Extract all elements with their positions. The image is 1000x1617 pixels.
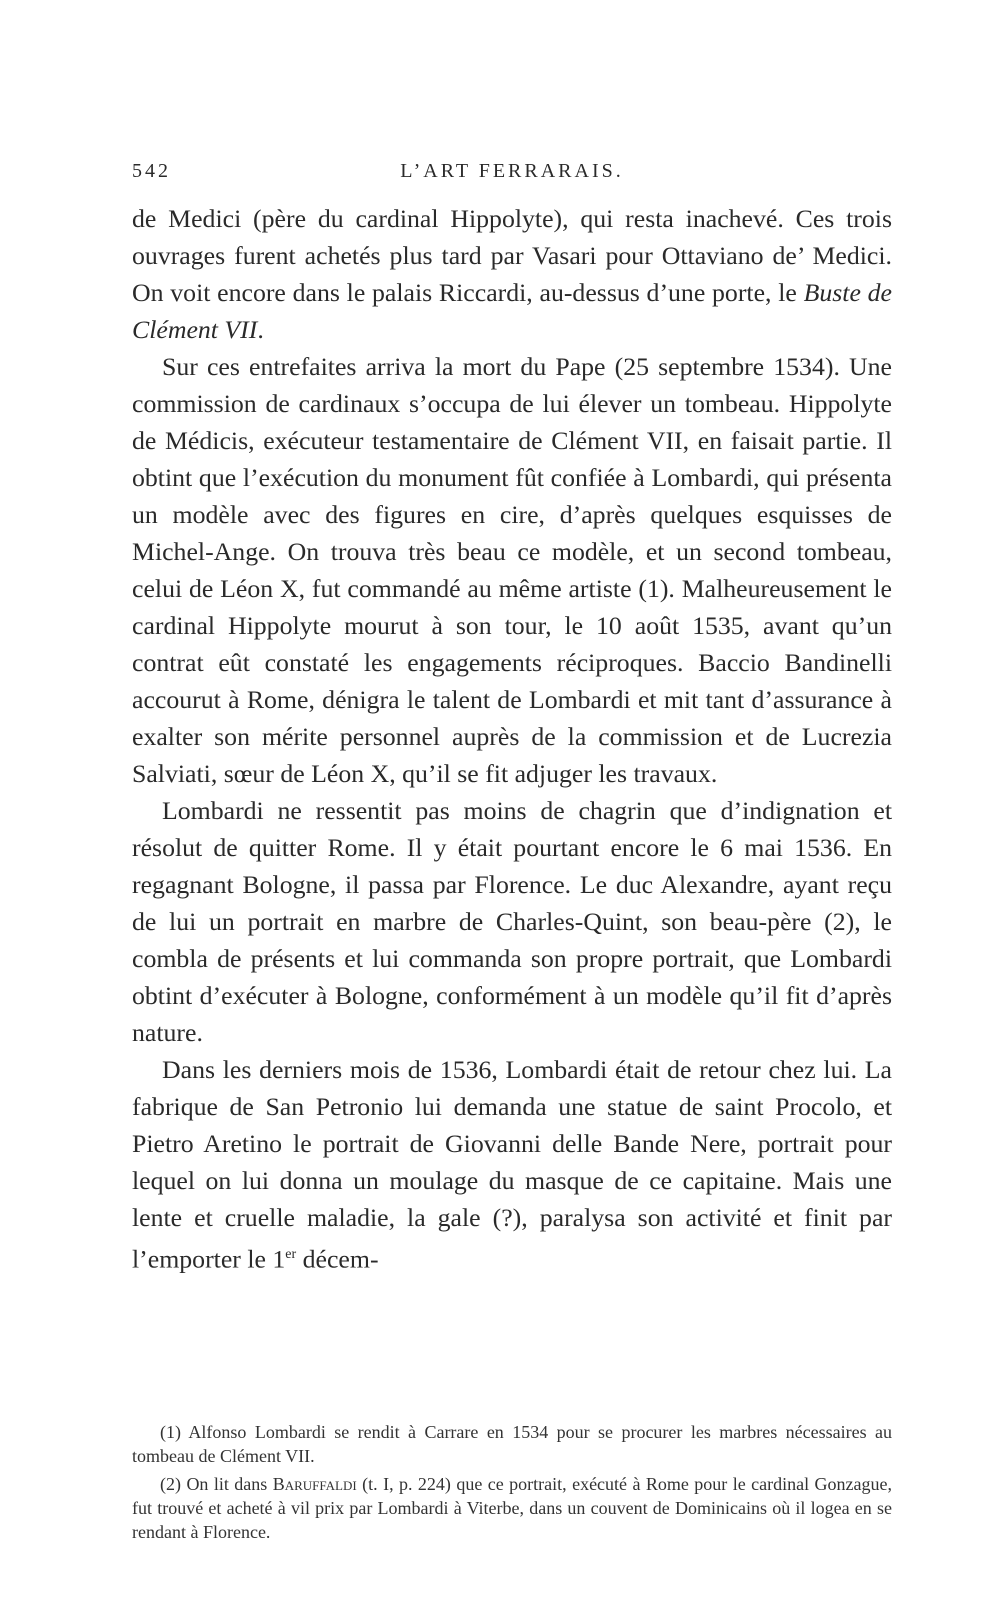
footnote-2-mark: (2) <box>160 1474 181 1494</box>
paragraph-1-italic: Buste de Clément VII <box>132 278 892 344</box>
page-number: 542 <box>132 160 171 182</box>
paragraph-4 <box>132 1051 892 1278</box>
footnotes <box>132 1420 892 1548</box>
footnote-2-post: (t. I, p. 224) que ce portrait, exécuté à Rome pour le cardinal Gonzague, fut trouvé et acheté à vil prix par Lombardi à Viterbe, dans un couvent de Dominicains où il logea en se rendant à Florence. <box>132 1474 893 1542</box>
footnote-1-mark: (1) <box>160 1422 181 1442</box>
body-text <box>132 200 892 1278</box>
paragraph-4-text: Dans les derniers mois de 1536, Lombardi était de retour chez lui. La fabrique de San Petronio lui demanda une statue de saint Procolo, et Pietro Aretino le portrait de Giovanni delle Bande Nere, portrait pour lequel on lui donna un moulage du masque de ce capitaine. Mais une lente et cruelle maladie, la gale (?), paralysa son activité et finit par l’emporter le 1 <box>132 1055 892 1274</box>
paragraph-1-end: . <box>257 315 264 344</box>
footnote-2-pre: On lit dans <box>186 1474 273 1494</box>
running-head <box>132 160 892 192</box>
paragraph-4-end: décem- <box>296 1244 379 1274</box>
running-title: L’ART FERRARAIS. <box>400 160 624 182</box>
paragraph-4-superscript: er <box>285 1247 297 1262</box>
paragraph-1-text: de Medici (père du cardinal Hippolyte), qui resta inachevé. Ces trois ouvrages furent achetés plus tard par Vasari pour Ottaviano de’ Medici. On voit encore dans le palais Riccardi, au-dessus d’une porte, le <box>132 204 892 307</box>
paragraph-3: Lombardi ne ressentit pas moins de chagrin que d’indignation et résolut de quitter Rome. Il y était pourtant encore le 6 mai 1536. En regagnant Bologne, il passa par Florence. Le duc Alexandre, ayant reçu de lui un portrait en marbre de Charles-Quint, son beau-père (2), le combla de présents et lui commanda son propre portrait, que Lombardi obtint d’exécuter à Bologne, conformément à un modèle qu’il fit d’après nature. <box>132 796 892 1047</box>
paragraph-1 <box>132 200 892 348</box>
footnote-2 <box>132 1472 892 1544</box>
footnote-2-author: Baruffaldi <box>272 1474 357 1494</box>
paragraph-2: Sur ces entrefaites arriva la mort du Pape (25 septembre 1534). Une commission de cardinaux s’occupa de lui élever un tombeau. Hippolyte de Médicis, exécuteur testamentaire de Clément VII, en faisait partie. Il obtint que l’exécution du monument fût confiée à Lombardi, qui présenta un modèle avec des figures en cire, d’après quelques esquisses de Michel-Ange. On trouva très beau ce modèle, et un second tombeau, celui de Léon X, fut commandé au même artiste (1). Malheureusement le cardinal Hippolyte mourut à son tour, le 10 août 1535, avant qu’un contrat eût constaté les engagements réciproques. Baccio Bandinelli accourut à Rome, dénigra le talent de Lombardi et mit tant d’assurance à exalter son mérite personnel auprès de la commission et de Lucrezia Salviati, sœur de Léon X, qu’il se fit adjuger les travaux. <box>132 352 892 788</box>
footnote-1 <box>132 1420 892 1468</box>
footnote-1-text: Alfonso Lombardi se rendit à Carrare en 1534 pour se procurer les marbres nécessaires au tombeau de Clément VII. <box>132 1422 892 1466</box>
